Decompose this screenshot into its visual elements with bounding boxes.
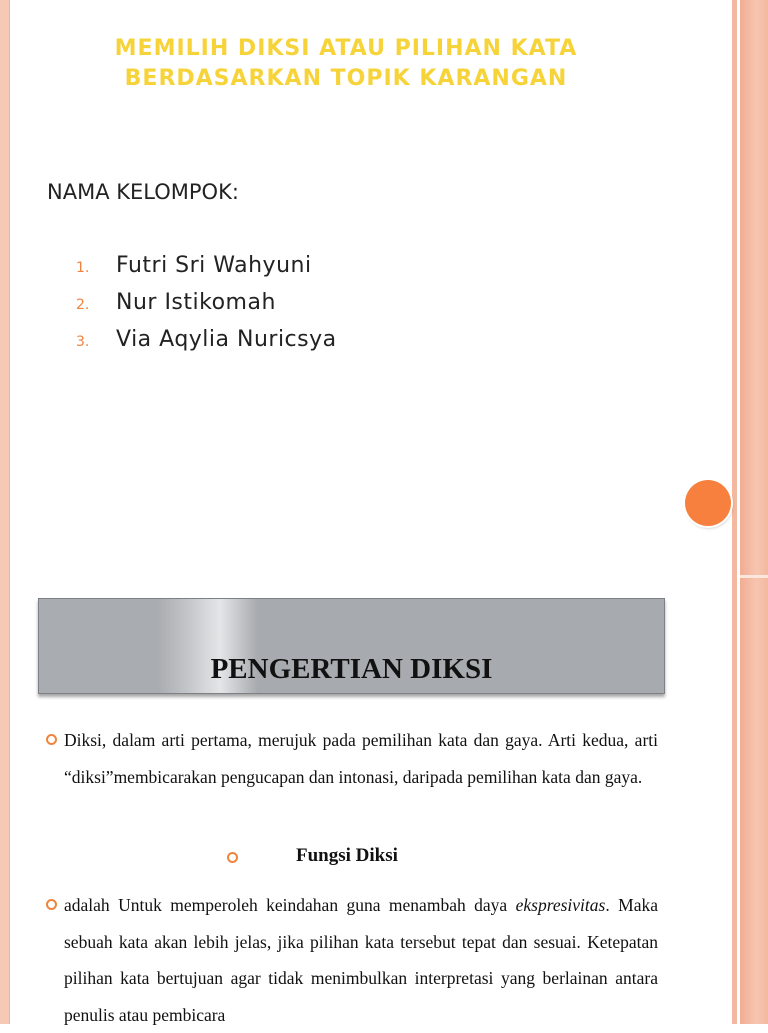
bullet-circle-icon	[46, 734, 57, 745]
function-paragraph	[64, 887, 658, 1033]
member-name: Futri Sri Wahyuni	[116, 253, 312, 278]
paragraph-text: adalah Untuk memperoleh keindahan guna menambah daya	[64, 895, 516, 915]
slide-title-line1: MEMILIH DIKSI ATAU PILIHAN KATA	[114, 36, 578, 61]
list-item	[76, 327, 576, 364]
bullet-circle-icon	[46, 899, 57, 910]
slide-title-line2: BERDASARKAN TOPIK KARANGAN	[124, 66, 568, 91]
bullet-circle-icon	[227, 852, 238, 863]
list-item	[76, 290, 576, 327]
list-number: 3.	[76, 334, 90, 350]
member-name: Via Aqylia Nuricsya	[116, 327, 337, 352]
section-banner	[38, 598, 665, 694]
member-list	[76, 253, 576, 364]
banner-title: PENGERTIAN DIKSI	[210, 653, 493, 685]
member-name: Nur Istikomah	[116, 290, 276, 315]
definition-paragraph: Diksi, dalam arti pertama, merujuk pada pemilihan kata dan gaya. Arti kedua, arti “diksi”membicarakan pengucapan dan intonasi, daripada pemilihan kata dan gaya.	[64, 730, 658, 787]
left-decor-line	[9, 0, 10, 1024]
italic-term: ekspresivitas	[515, 895, 606, 915]
right-decor-border	[732, 0, 768, 1024]
list-number: 1.	[76, 260, 90, 276]
paragraph-text: . Maka sebuah kata akan lebih jelas, jika pilihan kata tersebut tepat dan sesuai. Ketepatan pilihan kata bertujuan agar tidak menimbulkan interpretasi yang berlainan antara penulis atau pembicara	[64, 895, 658, 1025]
orange-circle-decoration	[685, 480, 731, 526]
list-item	[76, 253, 576, 290]
list-number: 2.	[76, 297, 90, 313]
group-label: NAMA KELOMPOK:	[47, 180, 239, 204]
left-decor-strip	[0, 0, 9, 1024]
subheading: Fungsi Diksi	[296, 845, 398, 866]
slide-title	[40, 34, 652, 94]
